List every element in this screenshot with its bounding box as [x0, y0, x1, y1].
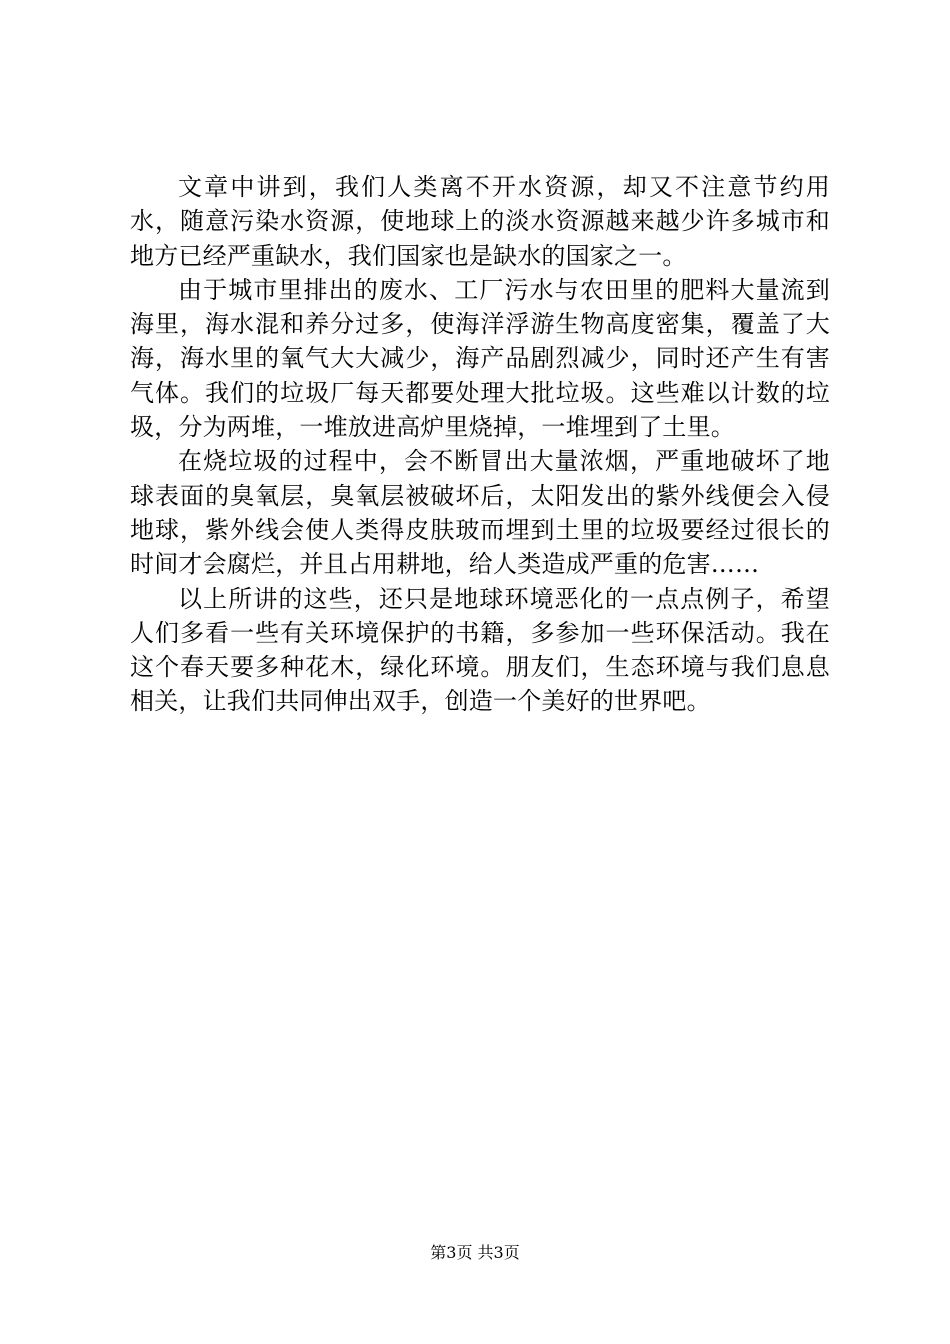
paragraph-1: 文章中讲到，我们人类离不开水资源，却又不注意节约用水，随意污染水资源，使地球上的淡水资源越来越少许多城市和地方已经严重缺水，我们国家也是缺水的国家之一。: [130, 173, 830, 270]
paragraph-3: 在烧垃圾的过程中，会不断冒出大量浓烟，严重地破坏了地球表面的臭氧层，臭氧层被破坏后，太阳发出的紫外线便会入侵地球，紫外线会使人类得皮肤玻而埋到土里的垃圾要经过很长的时间才会腐烂，并且占用耕地，给人类造成严重的危害……: [130, 447, 830, 579]
paragraph-4: 以上所讲的这些，还只是地球环境恶化的一点点例子，希望人们多看一些有关环境保护的书籍，多参加一些环保活动。我在这个春天要多种花木，绿化环境。朋友们，生态环境与我们息息相关，让我们共同伸出双手，创造一个美好的世界吧。: [130, 584, 830, 716]
page-footer: [0, 1243, 950, 1263]
paragraph-2: 由于城市里排出的废水、工厂污水与农田里的肥料大量流到海里，海水混和养分过多，使海洋浮游生物高度密集，覆盖了大海，海水里的氧气大大减少，海产品剧烈减少，同时还产生有害气体。我们的垃圾厂每天都要处理大批垃圾。这些难以计数的垃圾，分为两堆，一堆放进高炉里烧掉，一堆埋到了土里。: [130, 275, 830, 442]
page-number-label: 第3页 共3页: [430, 1243, 520, 1262]
document-body: [130, 170, 830, 719]
